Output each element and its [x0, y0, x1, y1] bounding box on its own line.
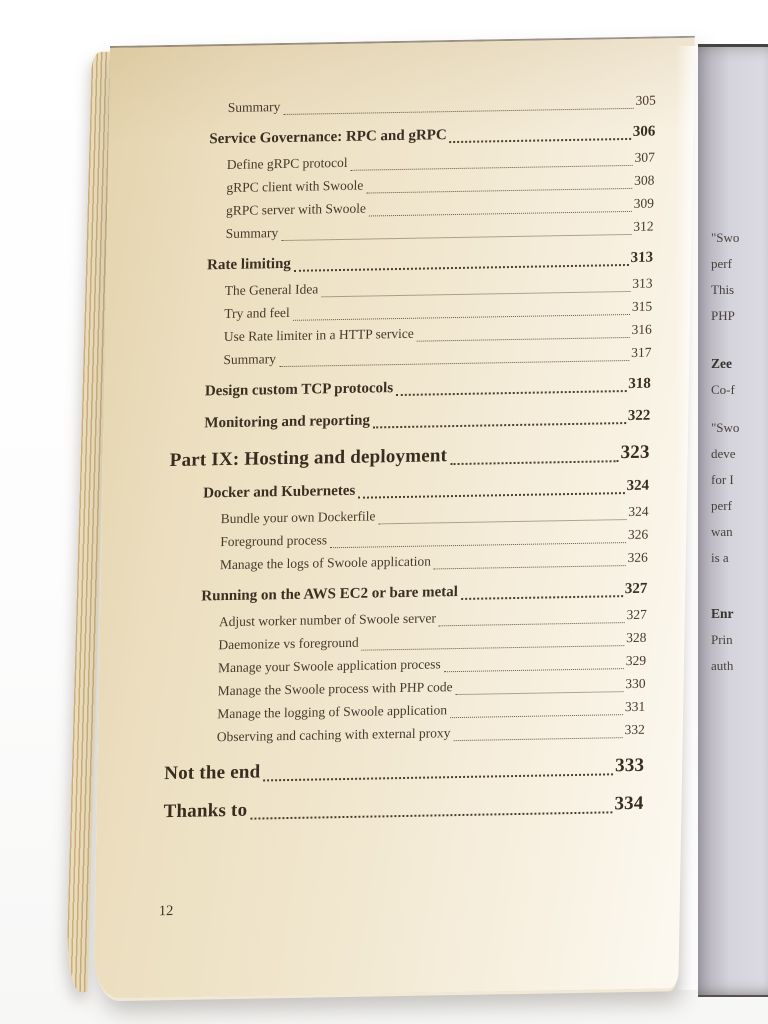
toc-entry [205, 372, 651, 404]
toc-entry-page: 316 [631, 321, 652, 337]
dot-leader [461, 595, 623, 600]
toc-entry-label: Adjust worker number of Swoole server [218, 610, 437, 630]
fragment-line: perf [711, 256, 732, 271]
dot-leader [450, 138, 631, 143]
dot-leader [283, 108, 633, 115]
fragment-group [711, 225, 768, 329]
dot-leader [434, 565, 626, 569]
toc-entry-page: 313 [630, 249, 654, 266]
fragment-line: PHP [711, 308, 735, 323]
toc-entry-label: Manage the Swoole process with PHP code [217, 679, 453, 699]
toc-entry-label: Running on the AWS EC2 or bare metal [201, 584, 459, 605]
toc-entry-page: 334 [614, 792, 644, 815]
toc-entry-page: 328 [626, 629, 647, 646]
toc-entry-label: Use Rate limiter in a HTTP service [223, 325, 414, 345]
dot-leader [455, 691, 623, 695]
toc-entry-label: Summary [227, 99, 281, 115]
toc-entry-page: 323 [620, 441, 650, 464]
toc-entry-label: The General Idea [224, 281, 319, 299]
toc-entry-page: 331 [624, 698, 646, 715]
fragment-line: for I [711, 472, 734, 487]
dot-leader [263, 773, 613, 781]
toc-entry-page: 327 [624, 580, 648, 598]
fragment-line: perf [711, 498, 732, 513]
dot-leader [250, 811, 612, 819]
toc-entry [163, 790, 643, 825]
toc-entry-label: Foreground process [220, 532, 328, 550]
dot-leader [453, 737, 622, 741]
toc-entry-page: 324 [626, 477, 650, 495]
toc-entry-page: 332 [624, 721, 645, 738]
fragment-line: wan [711, 524, 733, 539]
toc-entry-page: 330 [625, 675, 646, 692]
facing-page [698, 44, 768, 997]
toc-entry-label: Try and feel [224, 304, 290, 322]
toc-entry-page: 312 [633, 218, 654, 234]
toc-entry [164, 752, 644, 787]
dot-leader [373, 422, 626, 428]
toc-entry-label: Monitoring and reporting [204, 412, 371, 432]
fragment-group [711, 601, 768, 679]
toc-entry-page: 317 [631, 344, 652, 360]
toc-entry-page: 305 [635, 92, 656, 108]
toc-entry-label: Part IX: Hosting and deployment [169, 445, 448, 472]
toc-entry-label: Summary [223, 351, 277, 368]
toc-entry-page: 322 [627, 407, 651, 425]
toc-entry-label: Summary [225, 225, 279, 242]
toc-entry-label: Manage your Swoole application process [217, 656, 441, 676]
toc-entry-label: Bundle your own Dockerfile [220, 508, 376, 527]
toc-entry-page: 306 [632, 123, 656, 140]
fragment-line: auth [711, 658, 734, 673]
dot-leader [450, 460, 618, 465]
fragment-line: Co-f [711, 382, 735, 397]
fragment-line: "Swo [711, 420, 740, 435]
toc-entry-page: 308 [634, 172, 655, 188]
facing-page-fragments [711, 225, 768, 679]
dot-leader [450, 714, 623, 718]
fragment-group [711, 415, 768, 571]
dot-leader [358, 492, 624, 499]
dot-leader [281, 234, 631, 241]
toc-entry-label: Daemonize vs foreground [218, 634, 359, 653]
toc-entry-page: 327 [626, 606, 647, 623]
toc-entry-page: 326 [627, 526, 649, 543]
toc-entry-label: Manage the logging of Swoole application [217, 702, 448, 722]
toc-entry [204, 404, 650, 436]
toc-entry-label: Service Governance: RPC and gRPC [209, 127, 447, 148]
toc-entry-label: Design custom TCP protocols [204, 380, 394, 400]
toc-entry-label: Rate limiting [206, 255, 292, 274]
toc-entry-label: Define gRPC protocol [226, 154, 348, 172]
fragment-line: Prin [711, 632, 733, 647]
fragment-line: This [711, 282, 735, 297]
footer-page-number: 12 [158, 903, 174, 920]
toc-entry [169, 439, 649, 474]
toc-entry-label: Thanks to [163, 799, 248, 823]
toc-entry-label: gRPC client with Swoole [226, 177, 364, 195]
toc-entry-page: 324 [628, 503, 649, 520]
fragment-group [711, 351, 768, 403]
fragment-line: "Swo [711, 230, 740, 245]
toc-entry-page: 307 [634, 149, 655, 165]
fragment-line: is a [711, 550, 729, 565]
toc-entry-page: 333 [614, 754, 645, 777]
toc-entry-label: Observing and caching with external proxy [216, 725, 451, 745]
dot-leader [279, 360, 629, 367]
toc-list [163, 88, 656, 830]
toc-entry-page: 318 [628, 375, 651, 393]
toc-entry-page: 326 [627, 549, 648, 566]
toc-entry-page: 315 [631, 298, 653, 314]
fragment-line: Enr [711, 606, 734, 621]
toc-entry-label: Not the end [164, 761, 261, 785]
dot-leader [294, 264, 629, 272]
toc-entry-label: Docker and Kubernetes [203, 482, 356, 502]
toc-entry-page: 309 [633, 195, 655, 211]
toc-entry-label: Manage the logs of Swoole application [219, 553, 432, 573]
toc-entry-page: 329 [625, 652, 647, 669]
toc-entry [228, 88, 656, 118]
dot-leader [396, 390, 626, 396]
fragment-line: Zee [711, 356, 732, 371]
fragment-line: deve [711, 446, 736, 461]
toc-entry-page: 313 [632, 275, 653, 291]
toc-entry-label: gRPC server with Swoole [225, 200, 367, 219]
toc-page [93, 36, 695, 999]
